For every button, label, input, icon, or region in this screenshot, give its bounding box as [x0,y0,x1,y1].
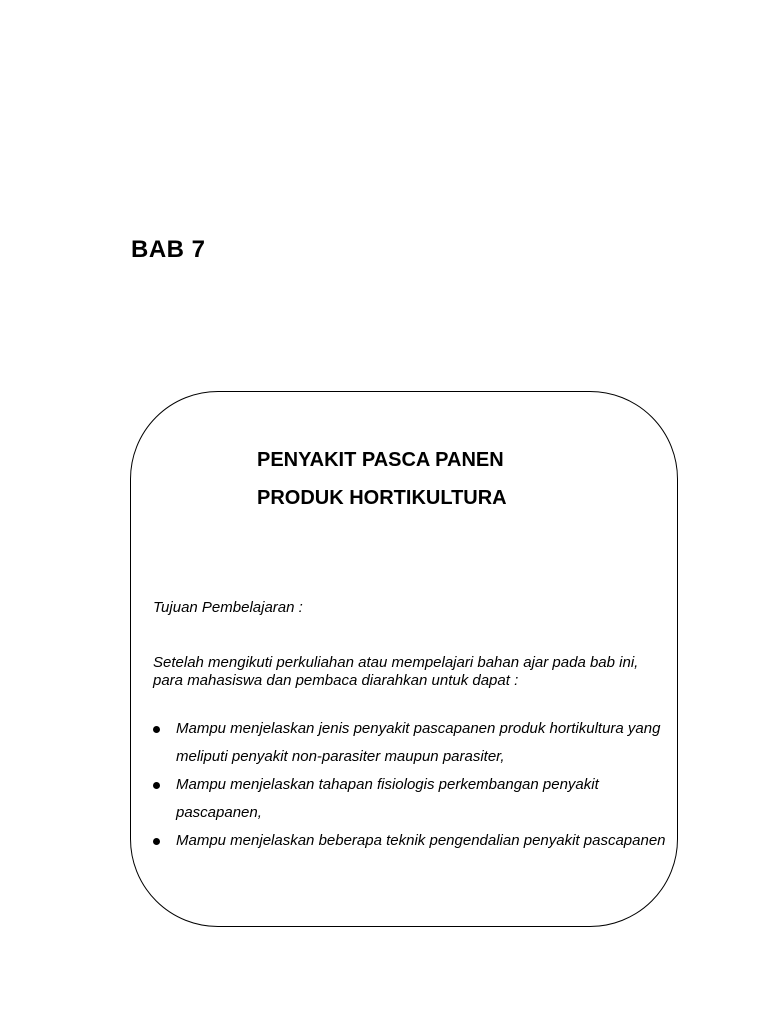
objective-item [153,771,683,827]
objectives-intro-text: Setelah mengikuti perkuliahan atau mempelajari bahan ajar pada bab ini, para mahasiswa dan pembaca diarahkan untuk dapat : [153,654,639,689]
chapter-heading: BAB 7 [131,236,206,263]
bullet-icon [153,782,160,789]
objective-item [153,715,683,771]
objective-text: Mampu menjelaskan jenis penyakit pascapanen produk hortikultura yang meliputi penyakit non-parasiter maupun parasiter, [176,720,661,765]
chapter-title-line-1: PENYAKIT PASCA PANEN [257,449,504,471]
objective-item [153,827,683,855]
objectives-list [153,715,683,855]
chapter-title-line-2: PRODUK HORTIKULTURA [257,487,507,509]
learning-objectives-label: Tujuan Pembelajaran : [153,599,303,616]
bullet-icon [153,726,160,733]
objective-text: Mampu menjelaskan tahapan fisiologis perkembangan penyakit pascapanen, [176,776,599,821]
bullet-icon [153,838,160,845]
objective-text: Mampu menjelaskan beberapa teknik pengendalian penyakit pascapanen [176,832,666,849]
